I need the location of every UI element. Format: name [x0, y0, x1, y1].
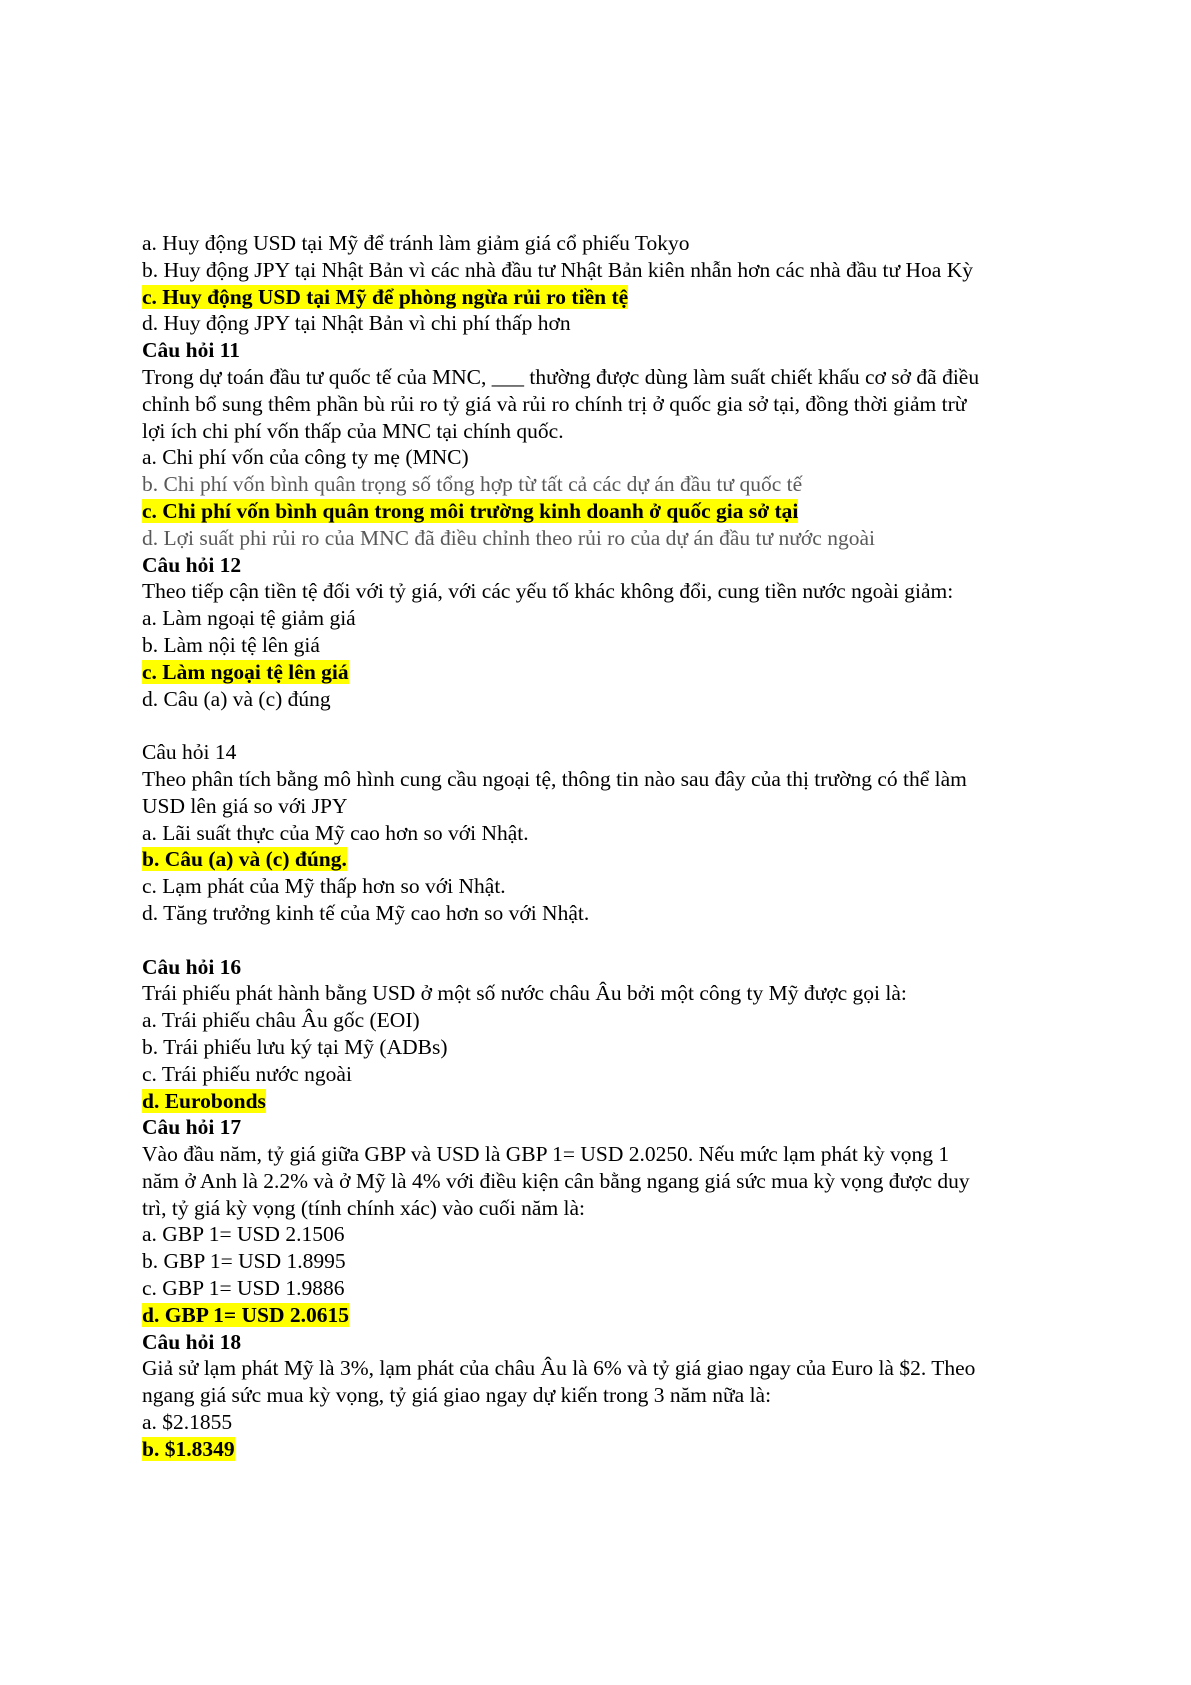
q16-title: Câu hỏi 16: [142, 954, 242, 979]
q11-title: Câu hỏi 11: [142, 338, 240, 363]
q18-question-line-1: Giả sử lạm phát Mỹ là 3%, lạm phát của châu Âu là 6% và tỷ giá giao ngay của Euro là $2. Theo: [142, 1356, 976, 1381]
q17-option-d-answer: d. GBP 1= USD 2.0615: [142, 1302, 349, 1327]
q17-title: Câu hỏi 17: [142, 1115, 242, 1140]
q16-option-a: a. Trái phiếu châu Âu gốc (EOI): [142, 1008, 420, 1033]
q16-option-d-answer: d. Eurobonds: [142, 1088, 266, 1113]
q12-question-line-1: Theo tiếp cận tiền tệ đối với tỷ giá, với các yếu tố khác không đổi, cung tiền nước ngoài giảm:: [142, 579, 954, 604]
document-page: [142, 230, 1072, 1463]
q11-option-c-answer: c. Chi phí vốn bình quân trong môi trường kinh doanh ở quốc gia sở tại: [142, 498, 799, 523]
q18-title: Câu hỏi 18: [142, 1329, 242, 1354]
q12-option-a: a. Làm ngoại tệ giảm giá: [142, 606, 356, 631]
q17-question-line-1: Vào đầu năm, tỷ giá giữa GBP và USD là GBP 1= USD 2.0250. Nếu mức lạm phát kỳ vọng 1: [142, 1142, 950, 1167]
q12-title: Câu hỏi 12: [142, 552, 242, 577]
q11-question-line-3: lợi ích chi phí vốn thấp của MNC tại chính quốc.: [142, 418, 564, 443]
q11-option-b: b. Chi phí vốn bình quân trọng số tổng hợp từ tất cả các dự án đầu tư quốc tế: [142, 472, 803, 497]
q11-option-d: d. Lợi suất phi rủi ro của MNC đã điều chỉnh theo rủi ro của dự án đầu tư nước ngoài: [142, 525, 875, 550]
q18-question-line-2: ngang giá sức mua kỳ vọng, tỷ giá giao ngay dự kiến trong 3 năm nữa là:: [142, 1383, 772, 1408]
q12-option-d: d. Câu (a) và (c) đúng: [142, 686, 331, 711]
blank-line: [142, 712, 1072, 739]
q14-option-d: d. Tăng trưởng kinh tế của Mỹ cao hơn so với Nhật.: [142, 900, 590, 925]
q17-option-b: b. GBP 1= USD 1.8995: [142, 1249, 346, 1274]
q17-option-c: c. GBP 1= USD 1.9886: [142, 1276, 345, 1301]
q16-question-line-1: Trái phiếu phát hành bằng USD ở một số nước châu Âu bởi một công ty Mỹ được gọi là:: [142, 981, 907, 1006]
q11-option-a: a. Chi phí vốn của công ty mẹ (MNC): [142, 445, 469, 470]
q11-question-line-2: chỉnh bổ sung thêm phần bù rủi ro tỷ giá và rủi ro chính trị ở quốc gia sở tại, đồng thời giảm trừ: [142, 391, 967, 416]
q10-option-b: b. Huy động JPY tại Nhật Bản vì các nhà đầu tư Nhật Bản kiên nhẫn hơn các nhà đầu tư Hoa Kỳ: [142, 257, 973, 282]
q11-question-line-1: Trong dự toán đầu tư quốc tế của MNC, ___ thường được dùng làm suất chiết khấu cơ sở đã điều: [142, 364, 980, 389]
q12-option-b: b. Làm nội tệ lên giá: [142, 632, 320, 657]
q17-option-a: a. GBP 1= USD 2.1506: [142, 1222, 345, 1247]
q14-title: Câu hỏi 14: [142, 740, 237, 765]
q17-question-line-2: năm ở Anh là 2.2% và ở Mỹ là 4% với điều kiện cân bằng ngang giá sức mua kỳ vọng được duy: [142, 1168, 970, 1193]
q14-option-b-answer: b. Câu (a) và (c) đúng.: [142, 847, 347, 872]
blank-line: [142, 927, 1072, 954]
q16-option-c: c. Trái phiếu nước ngoài: [142, 1061, 352, 1086]
q10-option-a: a. Huy động USD tại Mỹ để tránh làm giảm giá cổ phiếu Tokyo: [142, 231, 690, 255]
q12-option-c-answer: c. Làm ngoại tệ lên giá: [142, 659, 349, 684]
q18-option-b-answer: b. $1.8349: [142, 1436, 235, 1461]
q10-option-d: d. Huy động JPY tại Nhật Bản vì chi phí thấp hơn: [142, 311, 571, 336]
q14-question-line-2: USD lên giá so với JPY: [142, 793, 348, 818]
q16-option-b: b. Trái phiếu lưu ký tại Mỹ (ADBs): [142, 1034, 448, 1059]
q14-question-line-1: Theo phân tích bằng mô hình cung cầu ngoại tệ, thông tin nào sau đây của thị trường có thể làm: [142, 766, 967, 791]
q18-option-a: a. $2.1855: [142, 1410, 233, 1435]
q17-question-line-3: trì, tỷ giá kỳ vọng (tính chính xác) vào cuối năm là:: [142, 1195, 586, 1220]
q14-option-a: a. Lãi suất thực của Mỹ cao hơn so với Nhật.: [142, 820, 529, 845]
q14-option-c: c. Lạm phát của Mỹ thấp hơn so với Nhật.: [142, 874, 506, 899]
q10-option-c-answer: c. Huy động USD tại Mỹ để phòng ngừa rủi ro tiền tệ: [142, 284, 629, 309]
